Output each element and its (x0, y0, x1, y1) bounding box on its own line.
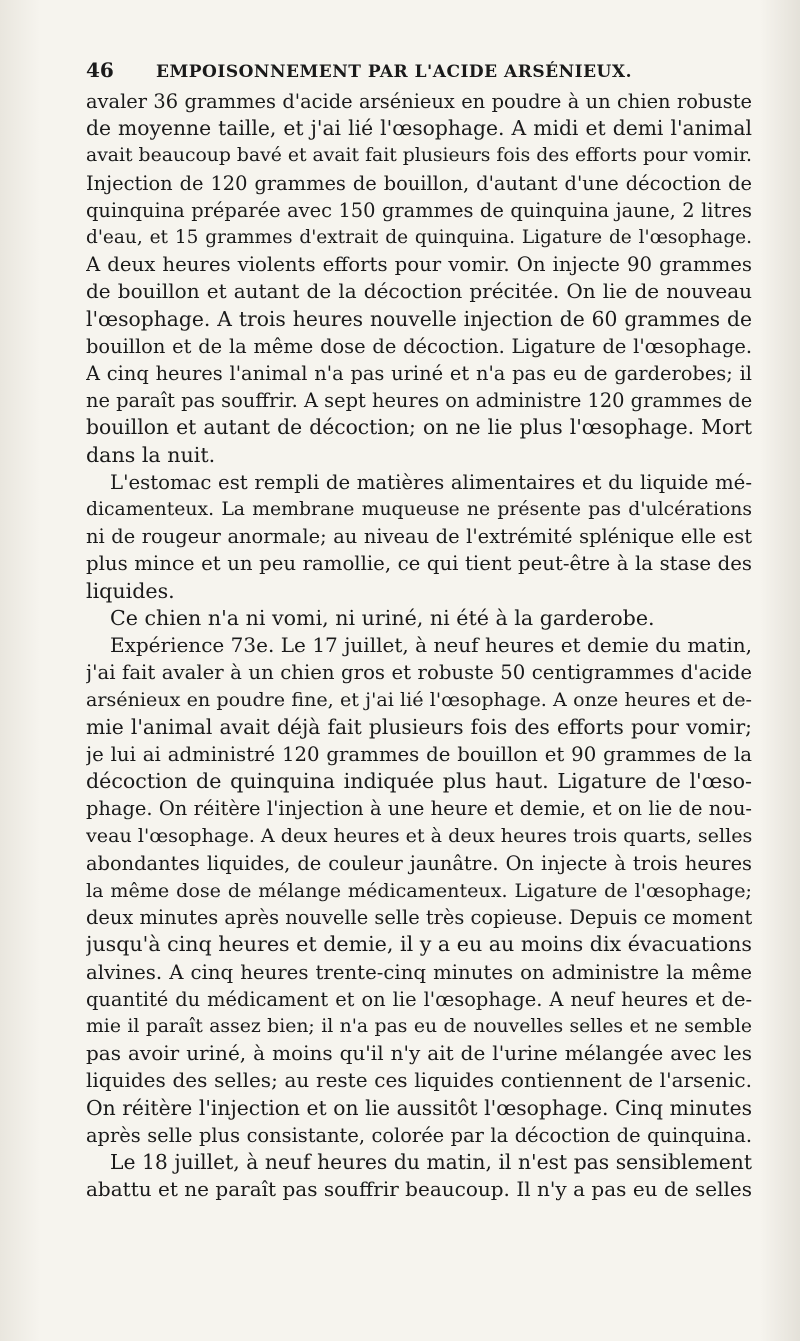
text-line: décoction de quinquina indiquée plus haut. Ligature de l'œso- (86, 769, 752, 794)
text-line: dicamenteux. La membrane muqueuse ne présente pas d'ulcérations (86, 499, 752, 521)
text-line: liquides. (86, 578, 175, 603)
text-line: la même dose de mélange médicamenteux. Ligature de l'œsophage; (86, 878, 752, 902)
text-line: avait beaucoup bavé et avait fait plusieurs fois des efforts pour vomir. (86, 145, 752, 167)
text-line: Injection de 120 grammes de bouillon, d'autant d'une décoction de (86, 171, 752, 195)
text-line: de bouillon et autant de la décoction précitée. On lie de nouveau (86, 279, 752, 304)
text-line: l'œsophage. A trois heures nouvelle injection de 60 grammes de (86, 306, 752, 331)
text-line: Expérience 73e. Le 17 juillet, à neuf heures et demie du matin, (110, 633, 752, 658)
text-line: liquides des selles; au reste ces liquides contiennent de l'arsenic. (86, 1068, 752, 1093)
text-line: deux minutes après nouvelle selle très copieuse. Depuis ce moment (86, 906, 752, 930)
text-line: alvines. A cinq heures trente-cinq minutes on administre la même (86, 960, 752, 984)
text-line: ni de rougeur anormale; au niveau de l'extrémité splénique elle est (86, 525, 752, 549)
text-line: A deux heures violents efforts pour vomir. On injecte 90 grammes (86, 253, 752, 277)
text-line: quantité du médicament et on lie l'œsophage. A neuf heures et de- (86, 987, 752, 1011)
text-line: Ce chien n'a ni vomi, ni uriné, ni été à la garderobe. (110, 605, 655, 630)
text-line: bouillon et de la même dose de décoction. Ligature de l'œsophage. (86, 334, 752, 358)
text-line: jusqu'à cinq heures et demie, il y a eu au moins dix évacuations (86, 932, 752, 957)
text-line: ne paraît pas souffrir. A sept heures on administre 120 grammes de (86, 389, 752, 413)
text-line: avaler 36 grammes d'acide arsénieux en poudre à un chien robuste (86, 90, 752, 113)
text-line: dans la nuit. (86, 442, 216, 467)
text-line: phage. On réitère l'injection à une heure et demie, et on lie de nou- (86, 797, 752, 821)
text-line: j'ai fait avaler à un chien gros et robuste 50 centigrammes d'acide (86, 661, 752, 685)
page-number: 46 (86, 58, 114, 82)
text-line: d'eau, et 15 grammes d'extrait de quinquina. Ligature de l'œsophage. (86, 227, 752, 249)
text-line: Le 18 juillet, à neuf heures du matin, il n'est pas sensiblement (110, 1149, 752, 1174)
body-text (86, 88, 752, 1203)
text-line: abattu et ne paraît pas souffrir beaucoup. Il n'y a pas eu de selles (86, 1177, 752, 1202)
text-line: quinquina préparée avec 150 grammes de quinquina jaune, 2 litres (86, 198, 752, 222)
text-line: bouillon et autant de décoction; on ne lie plus l'œsophage. Mort (86, 415, 752, 440)
text-line: de moyenne taille, et j'ai lié l'œsophage. A midi et demi l'animal (86, 116, 752, 141)
text-line: mie il paraît assez bien; il n'a pas eu de nouvelles selles et ne semble (86, 1015, 752, 1037)
text-line: pas avoir uriné, à moins qu'il n'y ait de l'urine mélangée avec les (86, 1041, 752, 1066)
text-line: On réitère l'injection et on lie aussitôt l'œsophage. Cinq minutes (86, 1095, 752, 1120)
text-line: plus mince et un peu ramollie, ce qui tient peut-être à la stase des (86, 552, 752, 576)
text-line: mie l'animal avait déjà fait plusieurs fois des efforts pour vomir; (86, 714, 752, 739)
text-line: veau l'œsophage. A deux heures et à deux heures trois quarts, selles (86, 824, 752, 848)
text-line: arsénieux en poudre fine, et j'ai lié l'œsophage. A onze heures et de- (86, 688, 752, 712)
running-title: EMPOISONNEMENT PAR L'ACIDE ARSÉNIEUX. (156, 62, 632, 82)
page-header (86, 58, 666, 84)
text-line: je lui ai administré 120 grammes de bouillon et 90 grammes de la (86, 742, 752, 766)
text-line: abondantes liquides, de couleur jaunâtre. On injecte à trois heures (86, 851, 752, 875)
text-line: après selle plus consistante, colorée par la décoction de quinquina. (86, 1123, 752, 1147)
text-line: A cinq heures l'animal n'a pas uriné et n'a pas eu de garderobes; il (86, 362, 752, 386)
text-line: L'estomac est rempli de matières alimentaires et du liquide mé- (110, 470, 752, 494)
